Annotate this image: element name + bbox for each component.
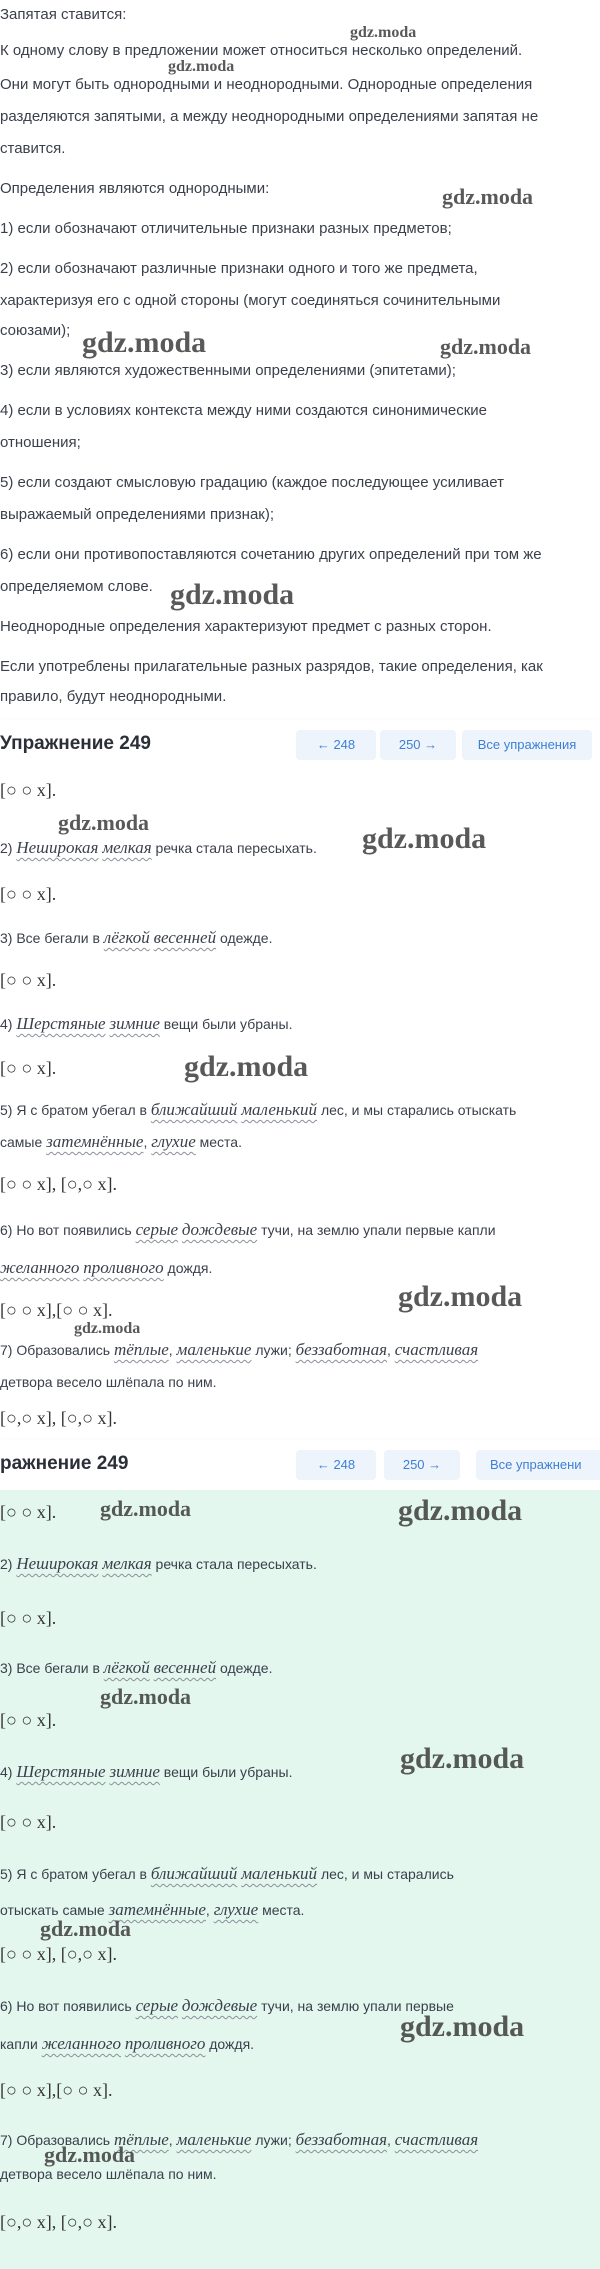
sentence-7-line-2: детвора весело шлёпала по ним. (0, 1374, 217, 1390)
theory-line: 6) если они противопоставляются сочетанию других определений при том же (0, 546, 542, 563)
watermark: gdz.moda (44, 2142, 136, 2167)
modifier: проливного (124, 2034, 206, 2053)
exercise-nav-bar (0, 720, 600, 770)
watermark: gdz.moda (40, 1916, 132, 1941)
sentence-text: 6) Но вот появились (0, 1222, 136, 1238)
sentence-6-line-2 (0, 2034, 254, 2054)
exercise-title: ражнение 249 (0, 1453, 129, 1474)
sentence-text: места. (195, 1134, 242, 1150)
theory-line: К одному слову в предложении может относиться несколько определений. (0, 42, 523, 59)
watermark: gdz.moda (74, 1320, 141, 1337)
sentence-text: 7) Образовались (0, 1342, 114, 1358)
theory-line: 1) если обозначают отличительные признаки разных предметов; (0, 220, 452, 237)
theory-line: Если употреблены прилагательные разных разрядов, такие определения, как (0, 658, 543, 675)
sentence-text: лес, и мы старались отыскать (317, 1102, 517, 1118)
theory-section (0, 0, 600, 720)
sentence-text: самые (0, 1134, 47, 1150)
theory-line: Неоднородные определения характеризуют предмет с разных сторон. (0, 618, 492, 635)
modifier: зимние (109, 1762, 160, 1781)
theory-line: правило, будут неоднородными. (0, 688, 227, 705)
theory-line: разделяются запятыми, а между неоднородными определениями запятая не (0, 108, 539, 125)
sentence-text: лес, и мы старались (317, 1866, 454, 1882)
modifier: маленькие (176, 1340, 252, 1359)
watermark: gdz.moda (440, 334, 532, 359)
sentence-text: речка стала пересыхать. (151, 1556, 317, 1572)
sentence-num: 4) (0, 1016, 17, 1032)
theory-line: ставится. (0, 140, 66, 157)
modifier: серые (135, 1220, 179, 1239)
modifier: счастливая (394, 1340, 479, 1359)
sentence-5 (0, 1864, 454, 1884)
theory-line: характеризуя его с одной стороны (могут соединяться сочинительными (0, 292, 501, 309)
sentence-text: одежде. (216, 930, 273, 946)
next-exercise-button[interactable]: 250 → (384, 1450, 460, 1480)
sentence-2 (0, 1554, 317, 1574)
watermark: gdz.moda (100, 1496, 192, 1521)
scheme: [○,○ x], [○,○ x]. (0, 2212, 117, 2232)
sentence-4 (0, 1762, 292, 1782)
watermark: gdz.moda (100, 1684, 192, 1709)
exercise-title: Упражнение 249 (0, 733, 151, 754)
next-exercise-button[interactable]: 250 → (380, 730, 456, 760)
sentence-text: дождя. (163, 1260, 213, 1276)
answer-section-2 (0, 1490, 600, 2269)
modifier: Шерстяные (16, 1014, 106, 1033)
scheme: [○ ○ x]. (0, 1812, 57, 1832)
watermark: gdz.moda (400, 1742, 525, 1775)
scheme: [○ ○ x]. (0, 884, 57, 904)
scheme: [○ ○ x]. (0, 1710, 57, 1730)
sentence-7: 7) Образовались тёплые, маленькие лужи; беззаботная, счастливая (0, 1340, 479, 1359)
modifier: затемнённые (46, 1132, 144, 1151)
modifier: зимние (109, 1014, 160, 1033)
scheme: [○ ○ x], [○,○ x]. (0, 1944, 117, 1964)
modifier: мелкая (102, 1554, 152, 1573)
theory-line: 5) если создают смысловую градацию (каждое последующее усиливает (0, 474, 504, 491)
modifier: Неширокая (16, 838, 99, 857)
theory-line: 2) если обозначают различные признаки одного и того же предмета, (0, 260, 478, 277)
watermark: gdz.moda (168, 58, 235, 75)
sentence-4 (0, 1014, 292, 1034)
all-exercises-button[interactable]: Все упражнени (476, 1450, 600, 1480)
theory-line: выражаемый определениями признак); (0, 506, 275, 523)
watermark: gdz.moda (442, 184, 534, 209)
sentence-text: дождя. (205, 2036, 255, 2052)
watermark: gdz.moda (398, 1494, 523, 1527)
watermark: gdz.moda (350, 24, 417, 41)
scheme: [○ ○ x]. (0, 1058, 57, 1078)
sentence-5-line-2: самые затемнённые, глухие места. (0, 1132, 242, 1151)
scheme: [○ ○ x]. (0, 970, 57, 990)
sentence-text: 5) Я с братом убегал в (0, 1102, 151, 1118)
modifier: дождевые (181, 1220, 258, 1239)
modifier: ближайший (150, 1864, 238, 1883)
scheme: [○ ○ x],[○ ○ x]. (0, 2080, 113, 2100)
scheme: [○ ○ x]. (0, 1608, 57, 1628)
modifier: глухие (213, 1900, 259, 1919)
modifier: Шерстяные (16, 1762, 106, 1781)
modifier: тёплые (113, 2130, 169, 2149)
modifier: мелкая (102, 838, 152, 857)
sentence-text: 3) Все бегали в (0, 930, 104, 946)
theory-line: определяемом слове. (0, 578, 153, 595)
answer-section-1 (0, 770, 600, 1440)
sentence-num: 2) (0, 840, 17, 856)
sentence-num: 4) (0, 1764, 17, 1780)
sentence-text: вещи были убраны. (159, 1016, 293, 1032)
watermark: gdz.moda (82, 326, 207, 359)
modifier: маленький (241, 1100, 318, 1119)
watermark: gdz.moda (400, 2010, 525, 2043)
theory-line: Определения являются однородными: (0, 180, 270, 197)
modifier: весенней (153, 928, 217, 947)
theory-line: отношения; (0, 434, 81, 451)
sentence-text: 3) Все бегали в (0, 1660, 104, 1676)
watermark: gdz.moda (362, 822, 487, 855)
modifier: серые (135, 1996, 179, 2015)
sentence-2 (0, 838, 317, 858)
sentence-text: 5) Я с братом убегал в (0, 1866, 151, 1882)
sentence-text: речка стала пересыхать. (151, 840, 317, 856)
sentence-text: вещи были убраны. (159, 1764, 293, 1780)
scheme: [○ ○ x], [○,○ x]. (0, 1174, 117, 1194)
sentence-6 (0, 1220, 496, 1240)
sentence-7-line-2: детвора весело шлёпала по ним. (0, 2166, 217, 2182)
sentence-num: 2) (0, 1556, 17, 1572)
modifier: счастливая (394, 2130, 479, 2149)
sentence-3 (0, 928, 272, 948)
prev-exercise-button[interactable]: ← 248 (296, 730, 376, 760)
modifier: глухие (151, 1132, 196, 1151)
watermark: gdz.moda (398, 1280, 523, 1313)
sentence-text: тучи, на землю упали первые капли (257, 1222, 496, 1238)
sentence-6-line-2 (0, 1258, 212, 1278)
modifier: проливного (83, 1258, 164, 1277)
modifier: маленький (241, 1864, 318, 1883)
scheme: [○ ○ x],[○ ○ x]. (0, 1300, 113, 1320)
sentence-text: отыскать самые (0, 1902, 109, 1918)
modifier: беззаботная (295, 2130, 387, 2149)
sentence-text: лужи; (251, 1342, 296, 1358)
theory-line: Они могут быть однородными и неоднородными. Однородные определения (0, 76, 533, 93)
modifier: весенней (153, 1658, 217, 1677)
sentence-7: 7) Образовались тёплые, маленькие лужи; беззаботная, счастливая (0, 2130, 479, 2149)
theory-line: союзами); (0, 322, 71, 339)
modifier: беззаботная (295, 1340, 387, 1359)
sentence-text: 7) Образовались (0, 2132, 114, 2148)
all-exercises-button[interactable]: Все упражнения (462, 730, 592, 760)
modifier: лёгкой (103, 1658, 150, 1677)
sentence-6 (0, 1996, 454, 2016)
modifier: желанного (0, 1258, 80, 1277)
sentence-text: одежде. (216, 1660, 273, 1676)
modifier: Неширокая (16, 1554, 99, 1573)
modifier: маленькие (176, 2130, 252, 2149)
exercise-nav-bar (0, 1440, 600, 1490)
modifier: дождевые (181, 1996, 258, 2015)
scheme: [○,○ x], [○,○ x]. (0, 1408, 117, 1428)
modifier: желанного (41, 2034, 122, 2053)
modifier: ближайший (150, 1100, 238, 1119)
modifier: затемнённые (108, 1900, 206, 1919)
modifier: лёгкой (103, 928, 150, 947)
sentence-text: лужи; (251, 2132, 296, 2148)
sentence-5-line-2: отыскать самые затемнённые, глухие места. (0, 1900, 305, 1919)
sentence-text: 6) Но вот появились (0, 1998, 136, 2014)
theory-heading: Запятая ставится: (0, 6, 127, 23)
prev-exercise-button[interactable]: ← 248 (296, 1450, 376, 1480)
modifier: тёплые (113, 1340, 169, 1359)
sentence-text: капли (0, 2036, 42, 2052)
watermark: gdz.moda (58, 810, 150, 835)
theory-line: 4) если в условиях контекста между ними создаются синонимические (0, 402, 488, 419)
scheme: [○ ○ x]. (0, 1502, 57, 1522)
sentence-text: места. (258, 1902, 305, 1918)
scheme: [○ ○ x]. (0, 780, 57, 800)
sentence-5 (0, 1100, 516, 1120)
watermark: gdz.moda (184, 1050, 309, 1083)
theory-line: 3) если являются художественными определениями (эпитетами); (0, 362, 456, 379)
sentence-3 (0, 1658, 272, 1678)
watermark: gdz.moda (170, 578, 295, 611)
sentence-text: тучи, на землю упали первые (257, 1998, 454, 2014)
